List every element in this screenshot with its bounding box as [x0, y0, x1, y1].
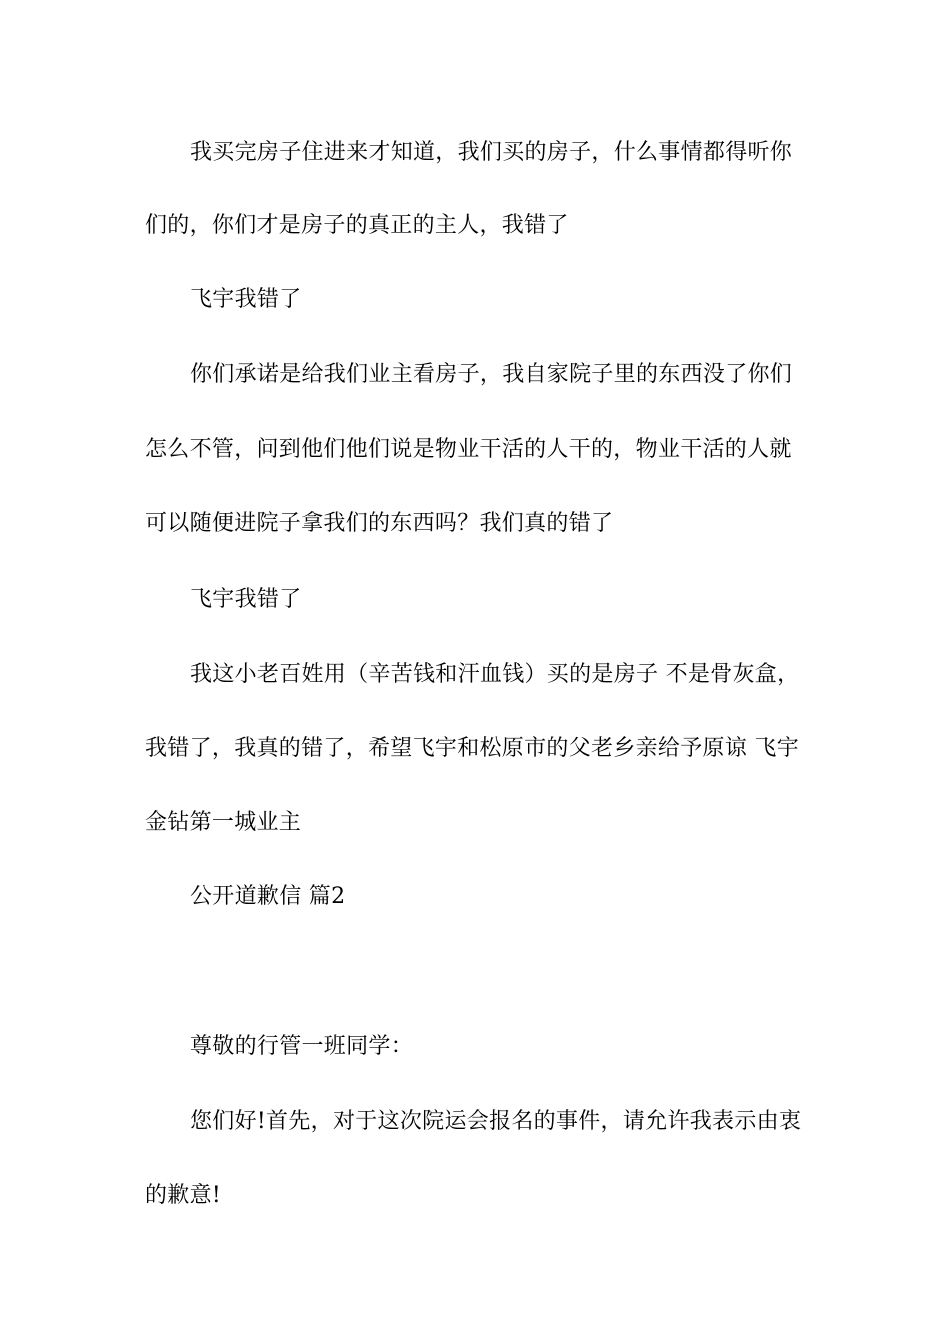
- paragraph-line: 金钻第一城业主: [145, 810, 302, 835]
- paragraph-line: 你们承诺是给我们业主看房子，我自家院子里的东西没了你们: [190, 362, 793, 387]
- paragraph-line: 您们好!首先，对于这次院运会报名的事件，请允许我表示由衷: [190, 1109, 802, 1134]
- paragraph-line: 飞宇我错了: [190, 587, 302, 612]
- paragraph-line: 可以随便进院子拿我们的东西吗？我们真的错了: [145, 511, 614, 536]
- paragraph-line: 飞宇我错了: [190, 287, 302, 312]
- paragraph-line: 我买完房子住进来才知道，我们买的房子，什么事情都得听你: [190, 140, 793, 165]
- paragraph-line: 我错了，我真的错了，希望飞宇和松原市的父老乡亲给予原谅 飞宇: [145, 736, 799, 761]
- section-heading: 公开道歉信 篇2: [190, 884, 346, 909]
- paragraph-line: 怎么不管，问到他们他们说是物业干活的人干的，物业干活的人就: [145, 437, 792, 462]
- paragraph-line: 我这小老百姓用（辛苦钱和汗血钱）买的是房子 不是骨灰盒，: [190, 662, 800, 687]
- salutation: 尊敬的行管一班同学：: [190, 1034, 414, 1059]
- paragraph-line: 的歉意!: [145, 1183, 222, 1208]
- paragraph-line: 们的，你们才是房子的真正的主人，我错了: [145, 213, 569, 238]
